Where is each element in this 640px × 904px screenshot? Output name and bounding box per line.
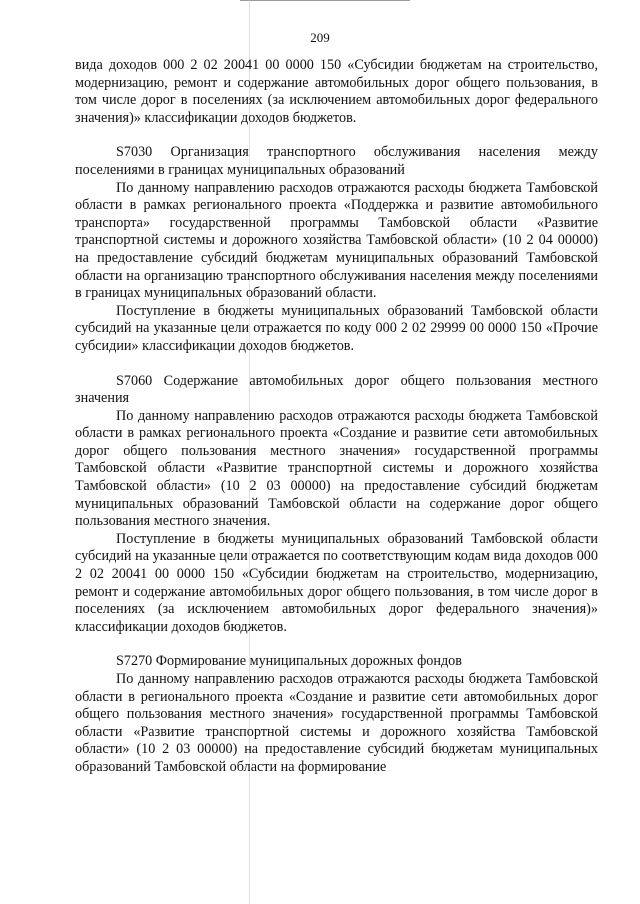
section-heading-s7270: S7270 Формирование муниципальных дорожных фондов: [116, 653, 462, 670]
section-income-s7030: Поступление в бюджеты муниципальных образований Тамбовской области субсидий на указанные цели отражается по коду 000 2 02 29999 00 0000 150 «Прочие субсидии» классификации доходов бюджетов.: [75, 302, 598, 354]
section-body-s7060: По данному направлению расходов отражаются расходы бюджета Тамбовской области в рамках регионального проекта «Создание и развитие сети автомобильных дорог общего пользования местного значения» государственной программы Тамбовской области «Развитие транспортной системы и дорожного хозяйства Тамбовской области» (10 2 03 00000) на предоставление субсидий бюджетам муниципальных образований Тамбовской области на содержание дорог общего пользования местного значения.: [75, 407, 598, 530]
paragraph-continuation: вида доходов 000 2 02 20041 00 0000 150 «Субсидии бюджетам на строительство, модернизацию, ремонт и содержание автомобильных дорог общего пользования, в том числе дорог в поселениях (за исключением автомобильных дорог федерального значения)» классификации доходов бюджетов.: [75, 57, 598, 126]
section-income-s7060: Поступление в бюджеты муниципальных образований Тамбовской области субсидий на указанные цели отражается по соответствующим кодам вида доходов 000 2 02 20041 00 0000 150 «Субсидии бюджетам на строительство, модернизацию, ремонт и содержание автомобильных дорог общего пользования, в том числе дорог в поселениях (за исключением автомобильных дорог федерального значения)» классификации доходов бюджетов.: [75, 530, 598, 635]
section-heading-s7060: S7060 Содержание автомобильных дорог общего пользования местного значения: [75, 372, 598, 407]
scan-artifact-top-line: [240, 0, 410, 1]
section-heading-s7030: S7030 Организация транспортного обслуживания населения между поселениями в границах муниципальных образований: [75, 144, 598, 178]
document-body: [75, 57, 598, 777]
page-number: 209: [310, 30, 330, 45]
section-body-s7030: По данному направлению расходов отражаются расходы бюджета Тамбовской области в рамках регионального проекта «Поддержка и развитие автомобильного транспорта» государственной программы Тамбовской области «Развитие транспортной системы и дорожного хозяйства Тамбовской области» (10 2 04 00000) на предоставление субсидий бюджетам муниципальных образований Тамбовской области на организацию транспортного обслуживания населения между поселениями в границах муниципальных образований области.: [75, 179, 598, 302]
section-body-s7270: По данному направлению расходов отражаются расходы бюджета Тамбовской области в регионального проекта «Создание и развитие сети автомобильных дорог общего пользования местного значения» государственной программы Тамбовской области «Развитие транспортной системы и дорожного хозяйства Тамбовской области» (10 2 03 00000) на предоставление субсидий бюджетам муниципальных образований Тамбовской области на формирование: [75, 671, 598, 775]
